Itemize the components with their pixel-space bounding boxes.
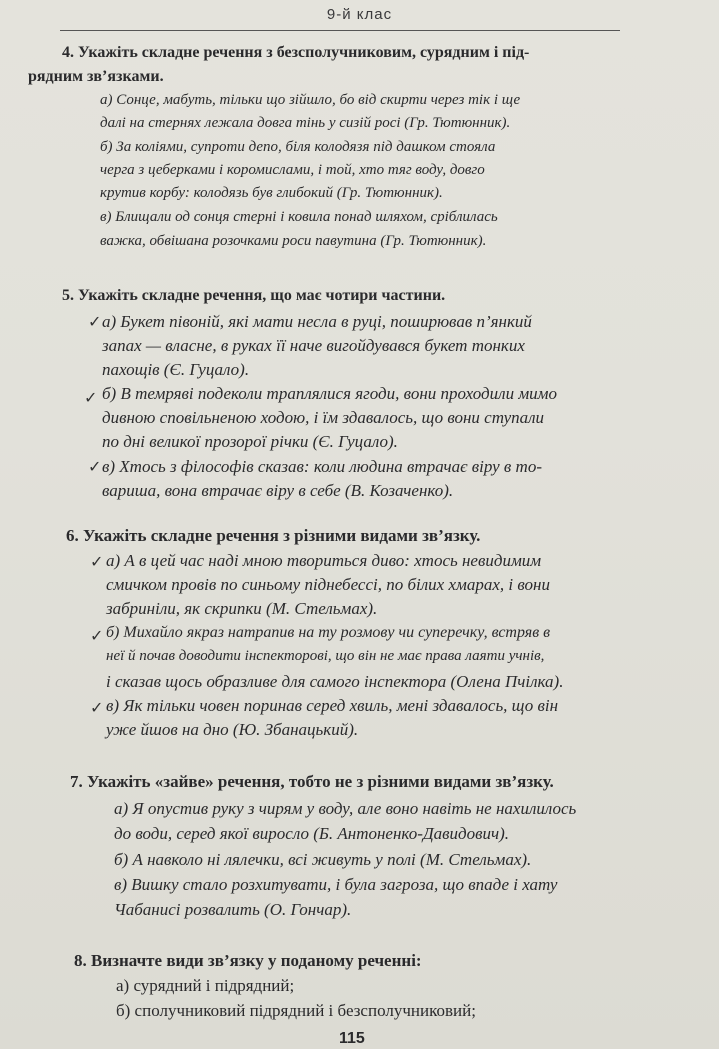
q4-line: а) Сонце, мабуть, тільки що зійшло, бо від скирти через тік і ще <box>100 92 521 108</box>
q4-line: черга з цеберками і коромислами, і той, хто тяг воду, довго <box>100 162 485 178</box>
q4-title-2: рядним зв’язками. <box>28 68 164 85</box>
q6-line: смичком провів по синьому піднебессі, по білих хмарах, і вони <box>106 575 550 594</box>
q7-line: до води, серед якої виросло (Б. Антоненко-Давидович). <box>114 824 510 843</box>
header-rule <box>60 30 620 31</box>
q5-line: а) Букет півоній, які мати несла в руці, поширював п’янкий <box>102 312 532 331</box>
q4-title-1: 4. Укажіть складне речення з безсполучниковим, сурядним і під- <box>62 44 530 61</box>
q4-line: крутив корбу: колодязь був глибокий (Гр. Тютюнник). <box>100 185 443 201</box>
q5-title: 5. Укажіть складне речення, що має чотири частини. <box>62 287 446 304</box>
q6-line: а) А в цей час наді мною твориться диво: хтось невидимим <box>106 551 542 570</box>
q6-title: 6. Укажіть складне речення з різними видами зв’язку. <box>66 526 481 545</box>
q5-line: вариша, вона втрачає віру в себе (В. Козаченко). <box>102 481 454 500</box>
q6-line: і сказав щось образливе для самого інспектора (Олена Пчілка). <box>106 672 564 691</box>
q4-line: в) Блищали од сонця стерні і ковила понад шляхом, сріблилась <box>100 209 498 225</box>
q7-line: б) А навколо ні лялечки, всі живуть у полі (М. Стельмах). <box>114 850 532 869</box>
checkmark-icon: ✓ <box>88 459 102 476</box>
q5-line: по дні великої прозорої річки (Є. Гуцало). <box>102 432 398 451</box>
q6-line: в) Як тільки човен поринав серед хвиль, мені здавалось, що він <box>106 696 559 715</box>
q5-line: в) Хтось з філософів сказав: коли людина втрачає віру в то- <box>102 457 542 476</box>
q5-line: запах — власне, в руках її наче вигойдувався букет тонких <box>102 336 525 355</box>
q7-title: 7. Укажіть «зайве» речення, тобто не з різними видами зв’язку. <box>70 772 554 791</box>
q4-line: б) За коліями, супроти депо, біля колодязя під дашком стояла <box>100 139 496 155</box>
page-number: 115 <box>339 1030 365 1047</box>
q7-line: в) Вишку стало розхитувати, і була загроза, що впаде і хату <box>114 875 558 894</box>
q4-line: важка, обвішана розочками роси павутина (Гр. Тютюнник). <box>100 233 487 249</box>
checkmark-icon: ✓ <box>90 700 104 717</box>
q5-line: пахощів (Є. Гуцало). <box>102 360 250 379</box>
q6-line: забриніли, як скрипки (М. Стельмах). <box>106 599 378 618</box>
q8-title: 8. Визначте види зв’язку у поданому реченні: <box>74 951 422 970</box>
q4-line: далі на стернях лежала довга тінь у сизій росі (Гр. Тютюнник). <box>100 115 511 131</box>
page-header: 9-й клас <box>326 6 393 23</box>
q8-option: б) сполучниковий підрядний і безсполучниковий; <box>116 1001 476 1020</box>
q7-line: Чабанисі розвалить (О. Гончар). <box>114 900 352 919</box>
q5-line: б) В темряві подеколи траплялися ягоди, вони проходили мимо <box>102 384 558 403</box>
checkmark-icon: ✓ <box>90 554 104 571</box>
q6-line: уже йшов на дно (Ю. Збанацький). <box>106 720 359 739</box>
checkmark-icon: ✓ <box>90 628 104 645</box>
q7-line: а) Я опустив руку з чирям у воду, але воно навіть не нахилилось <box>114 799 577 818</box>
checkmark-icon: ✓ <box>84 390 98 407</box>
q6-line: неї й почав доводити інспекторові, що він не має права лаяти учнів, <box>106 648 545 664</box>
checkmark-icon: ✓ <box>88 314 102 331</box>
q6-line: б) Михайло якраз натрапив на ту розмову чи суперечку, встряв в <box>106 624 551 641</box>
q8-option: а) сурядний і підрядний; <box>116 976 295 995</box>
q5-line: дивною сповільненою ходою, і їм здавалось, що вони ступали <box>102 408 545 427</box>
